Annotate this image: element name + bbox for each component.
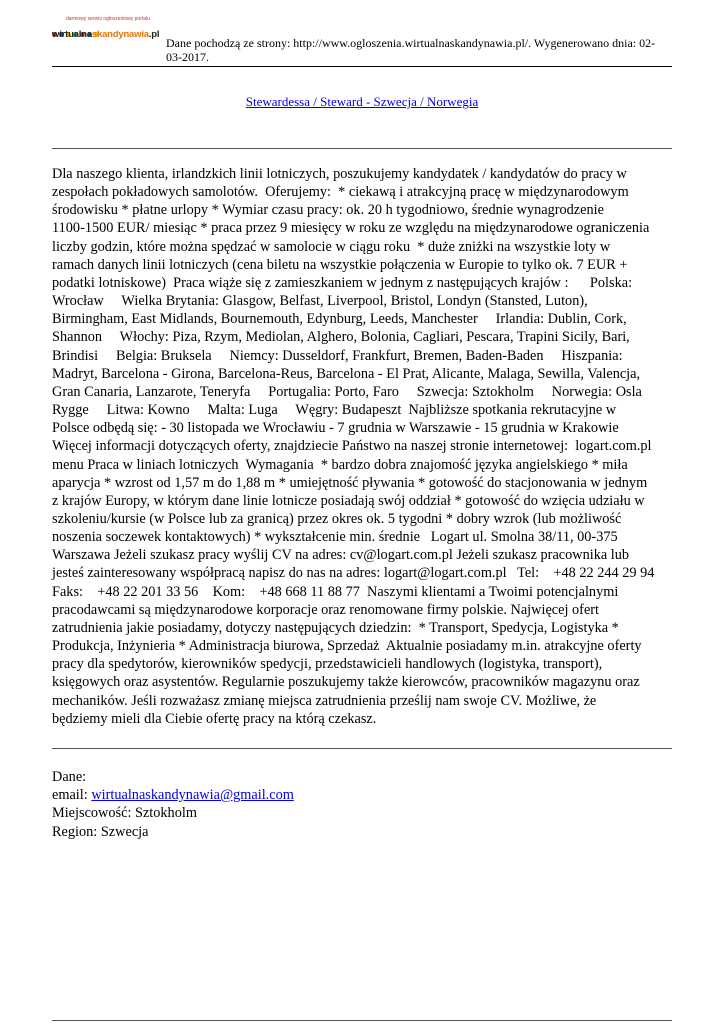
logo-wordmark-part3: .pl xyxy=(148,29,160,40)
logo-wordmark xyxy=(52,29,159,40)
description-line: księgowych oraz asystentów. Regularnie poszukujemy także kierowców, pracowników magazynu oraz xyxy=(52,674,640,691)
description-line: Gran Canaria, Lanzarote, Teneryfa Portugalia: Porto, Faro Szwecja: Sztokholm Norwegia: Osla xyxy=(52,383,642,400)
description-line: pracodawcami są międzynarodowe korporacje oraz renomowane firmy polskie. Najwięcej ofert xyxy=(52,601,600,618)
description-line: Produkcja, Inżynieria * Administracja biurowa, Sprzedaż Aktualnie posiadamy m.in. atrakcyjne oferty xyxy=(52,638,642,655)
offer-details xyxy=(52,768,672,841)
description-line: Birmingham, East Midlands, Bournemouth, Edynburg, Leeds, Manchester Irlandia: Dublin, Cork, xyxy=(52,311,627,328)
description-line: Polsce odbędą się: - 30 listopada we Wrocławiu - 7 grudnia w Warszawie - 15 grudnia w Krakowie xyxy=(52,420,619,437)
description-line: noszenia soczewek kontaktowych) * wykształcenie min. średnie Logart ul. Smolna 38/11, 00-375 xyxy=(52,529,618,546)
description-line: mechaników. Jeśli rozważasz zmianę miejsca zatrudnienia prześlij nam swoje CV. Możliwe, że xyxy=(52,692,597,709)
footer-divider xyxy=(52,1020,672,1021)
description-line: zatrudnienia jakie posiadamy, dotyczy następujących dziedzin: * Transport, Spedycja, Logistyka * xyxy=(52,619,619,636)
description-line: będziemy mieli dla Ciebie ofertę pracy na którą czekasz. xyxy=(52,710,377,727)
description-line: Madryt, Barcelona - Girona, Barcelona-Reus, Barcelona - El Prat, Alicante, Malaga, Sewilla, Valencja, xyxy=(52,365,641,382)
description-line: jesteś zainteresowany współpracą napisz do nas na adres: logart@logart.com.pl Tel: +48 22 244 29 94 xyxy=(52,565,655,582)
offer-description xyxy=(52,165,675,728)
email-row xyxy=(52,786,672,804)
description-line: liczby godzin, które można spędzać w samolocie w ciągu roku * duże zniżki na wszystkie loty w xyxy=(52,238,611,255)
description-line: ramach danych linii lotniczych (cena biletu na wszystkie połączenia w Europie to tylko ok. 7 EUR + xyxy=(52,256,628,273)
source-note: Dane pochodzą ze strony: http://www.ogloszenia.wirtualnaskandynawia.pl/. Wygenerowano dnia: 02-03-2017. xyxy=(166,36,656,64)
description-line: 1100-1500 EUR/ miesiąc * praca przez 9 miesięcy w roku ze względu na międzynarodowe ograniczenia xyxy=(52,220,650,237)
offer-title-link[interactable]: Stewardessa / Steward - Szwecja / Norwegia xyxy=(245,94,479,109)
description-line: Rygge Litwa: Kowno Malta: Luga Węgry: Budapeszt Najbliższe spotkania rekrutacyjne w xyxy=(52,402,617,419)
description-line: Brindisi Belgia: Bruksela Niemcy: Dusseldorf, Frankfurt, Bremen, Baden-Baden Hiszpania: xyxy=(52,347,623,364)
location-row: Miejscowość: Sztokholm xyxy=(52,805,197,822)
logo-tagline: darmowy serwis ogłoszeniowy portalu xyxy=(66,16,150,22)
description-line: Warszawa Jeżeli szukasz pracy wyślij CV na adres: cv@logart.com.pl Jeżeli szukasz pracownika lub xyxy=(52,547,630,564)
site-logo[interactable] xyxy=(52,14,160,46)
description-line: szkoleniu/kursie (w Polsce lub za granicą) przez okres ok. 5 tygodni * dobry wzrok (lub możliwość xyxy=(52,510,622,527)
header-divider xyxy=(52,66,672,67)
logo-wordmark-part2: skandynawia xyxy=(91,29,149,40)
description-line: Więcej informacji dotyczących oferty, znajdziecie Państwo na naszej stronie internetowej: logart.com.pl xyxy=(52,438,652,455)
page-title xyxy=(52,94,672,110)
description-line: Dla naszego klienta, irlandzkich linii lotniczych, poszukujemy kandydatek / kandydatów do pracy w xyxy=(52,166,627,182)
description-line: z krajów Europy, w którym dane linie lotnicze posiadają swój oddział * gotowość do wzięcia udziału w xyxy=(52,492,645,509)
description-line: Faks: +48 22 201 33 56 Kom: +48 668 11 88 77 Naszymi klientami a Twoimi potencjalnymi xyxy=(52,583,619,600)
region-row: Region: Szwecja xyxy=(52,823,149,840)
title-divider xyxy=(52,148,672,149)
details-heading: Dane: xyxy=(52,769,87,785)
description-line: menu Praca w liniach lotniczych Wymagania * bardzo dobra znajomość języka angielskiego * miła xyxy=(52,456,628,473)
description-line: pracy dla spedytorów, kierowników spedycji, przedstawicieli handlowych (logistyka, transport), xyxy=(52,656,603,673)
description-line: podatki lotniskowe) Praca wiąże się z zamieszkaniem w jednym z następujących krajów : Polska: xyxy=(52,274,633,291)
description-line: środowisku * płatne urlopy * Wymiar czasu pracy: ok. 20 h tygodniowo, średnie wynagrodzenie xyxy=(52,202,604,219)
description-line: zespołach pokładowych samolotów. Oferujemy: * ciekawą i atrakcyjną pracę w międzynarodowym xyxy=(52,184,629,201)
logo-wordmark-part1: wirtualna xyxy=(52,29,92,40)
email-label: email: xyxy=(52,787,92,804)
description-line: Shannon Włochy: Piza, Rzym, Mediolan, Alghero, Bolonia, Cagliari, Pescara, Trapini Sicily, Bari, xyxy=(52,329,630,346)
description-line: aparycja * wzrost od 1,57 m do 1,88 m * umiejętność pływania * gotowość do stacjonowania w jednym xyxy=(52,474,648,491)
description-divider xyxy=(52,748,672,749)
page-header xyxy=(52,14,672,66)
email-link[interactable]: wirtualnaskandynawia@gmail.com xyxy=(91,787,294,804)
description-line: Wrocław Wielka Brytania: Glasgow, Belfast, Liverpool, Bristol, Londyn (Stansted, Luton), xyxy=(52,293,588,310)
